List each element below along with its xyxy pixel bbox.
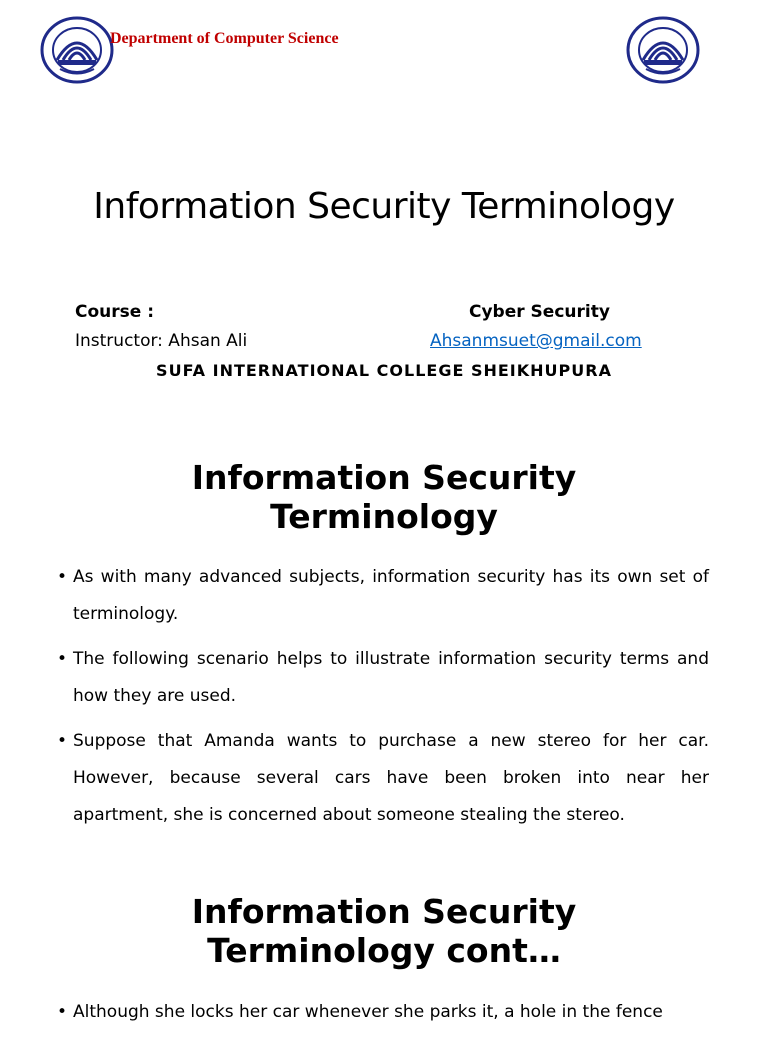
bullet-text: As with many advanced subjects, information security has its own set of terminology. <box>73 567 709 624</box>
instructor-name: Instructor: Ahsan Ali <box>75 331 248 351</box>
document-title: Information Security Terminology <box>93 186 675 227</box>
bullet-icon: • <box>57 649 68 669</box>
bullet-item <box>57 559 709 633</box>
section-heading-2 <box>0 892 768 970</box>
bullet-icon: • <box>57 731 68 751</box>
bullet-icon: • <box>57 1002 68 1022</box>
college-logo-left <box>40 16 114 84</box>
section-heading-2-line2: Terminology cont… <box>207 931 561 970</box>
course-label: Course : <box>75 302 155 322</box>
section-2-bullet-list <box>57 994 709 1039</box>
course-value: Cyber Security <box>469 302 610 322</box>
college-name: SUFA INTERNATIONAL COLLEGE SHEIKHUPURA <box>156 361 612 380</box>
department-title: Department of Computer Science <box>110 30 339 47</box>
section-heading-1-line2: Terminology <box>270 497 498 536</box>
bullet-icon: • <box>57 567 68 587</box>
bullet-item <box>57 641 709 715</box>
section-1-bullet-list <box>57 559 709 842</box>
instructor-email-link[interactable]: Ahsanmsuet@gmail.com <box>430 331 642 351</box>
bullet-text: The following scenario helps to illustrate information security terms and how they are used. <box>73 649 709 706</box>
bullet-item <box>57 723 709 834</box>
bullet-item <box>57 994 709 1031</box>
bullet-text: Suppose that Amanda wants to purchase a new stereo for her car. However, because several cars have been broken into near her apartment, she is concerned about someone stealing the stereo. <box>73 731 709 825</box>
section-heading-1 <box>0 458 768 536</box>
bullet-text: Although she locks her car whenever she parks it, a hole in the fence <box>73 1002 663 1022</box>
section-heading-2-line1: Information Security <box>191 892 577 931</box>
college-logo-right <box>626 16 700 84</box>
section-heading-1-line1: Information Security <box>191 458 577 497</box>
